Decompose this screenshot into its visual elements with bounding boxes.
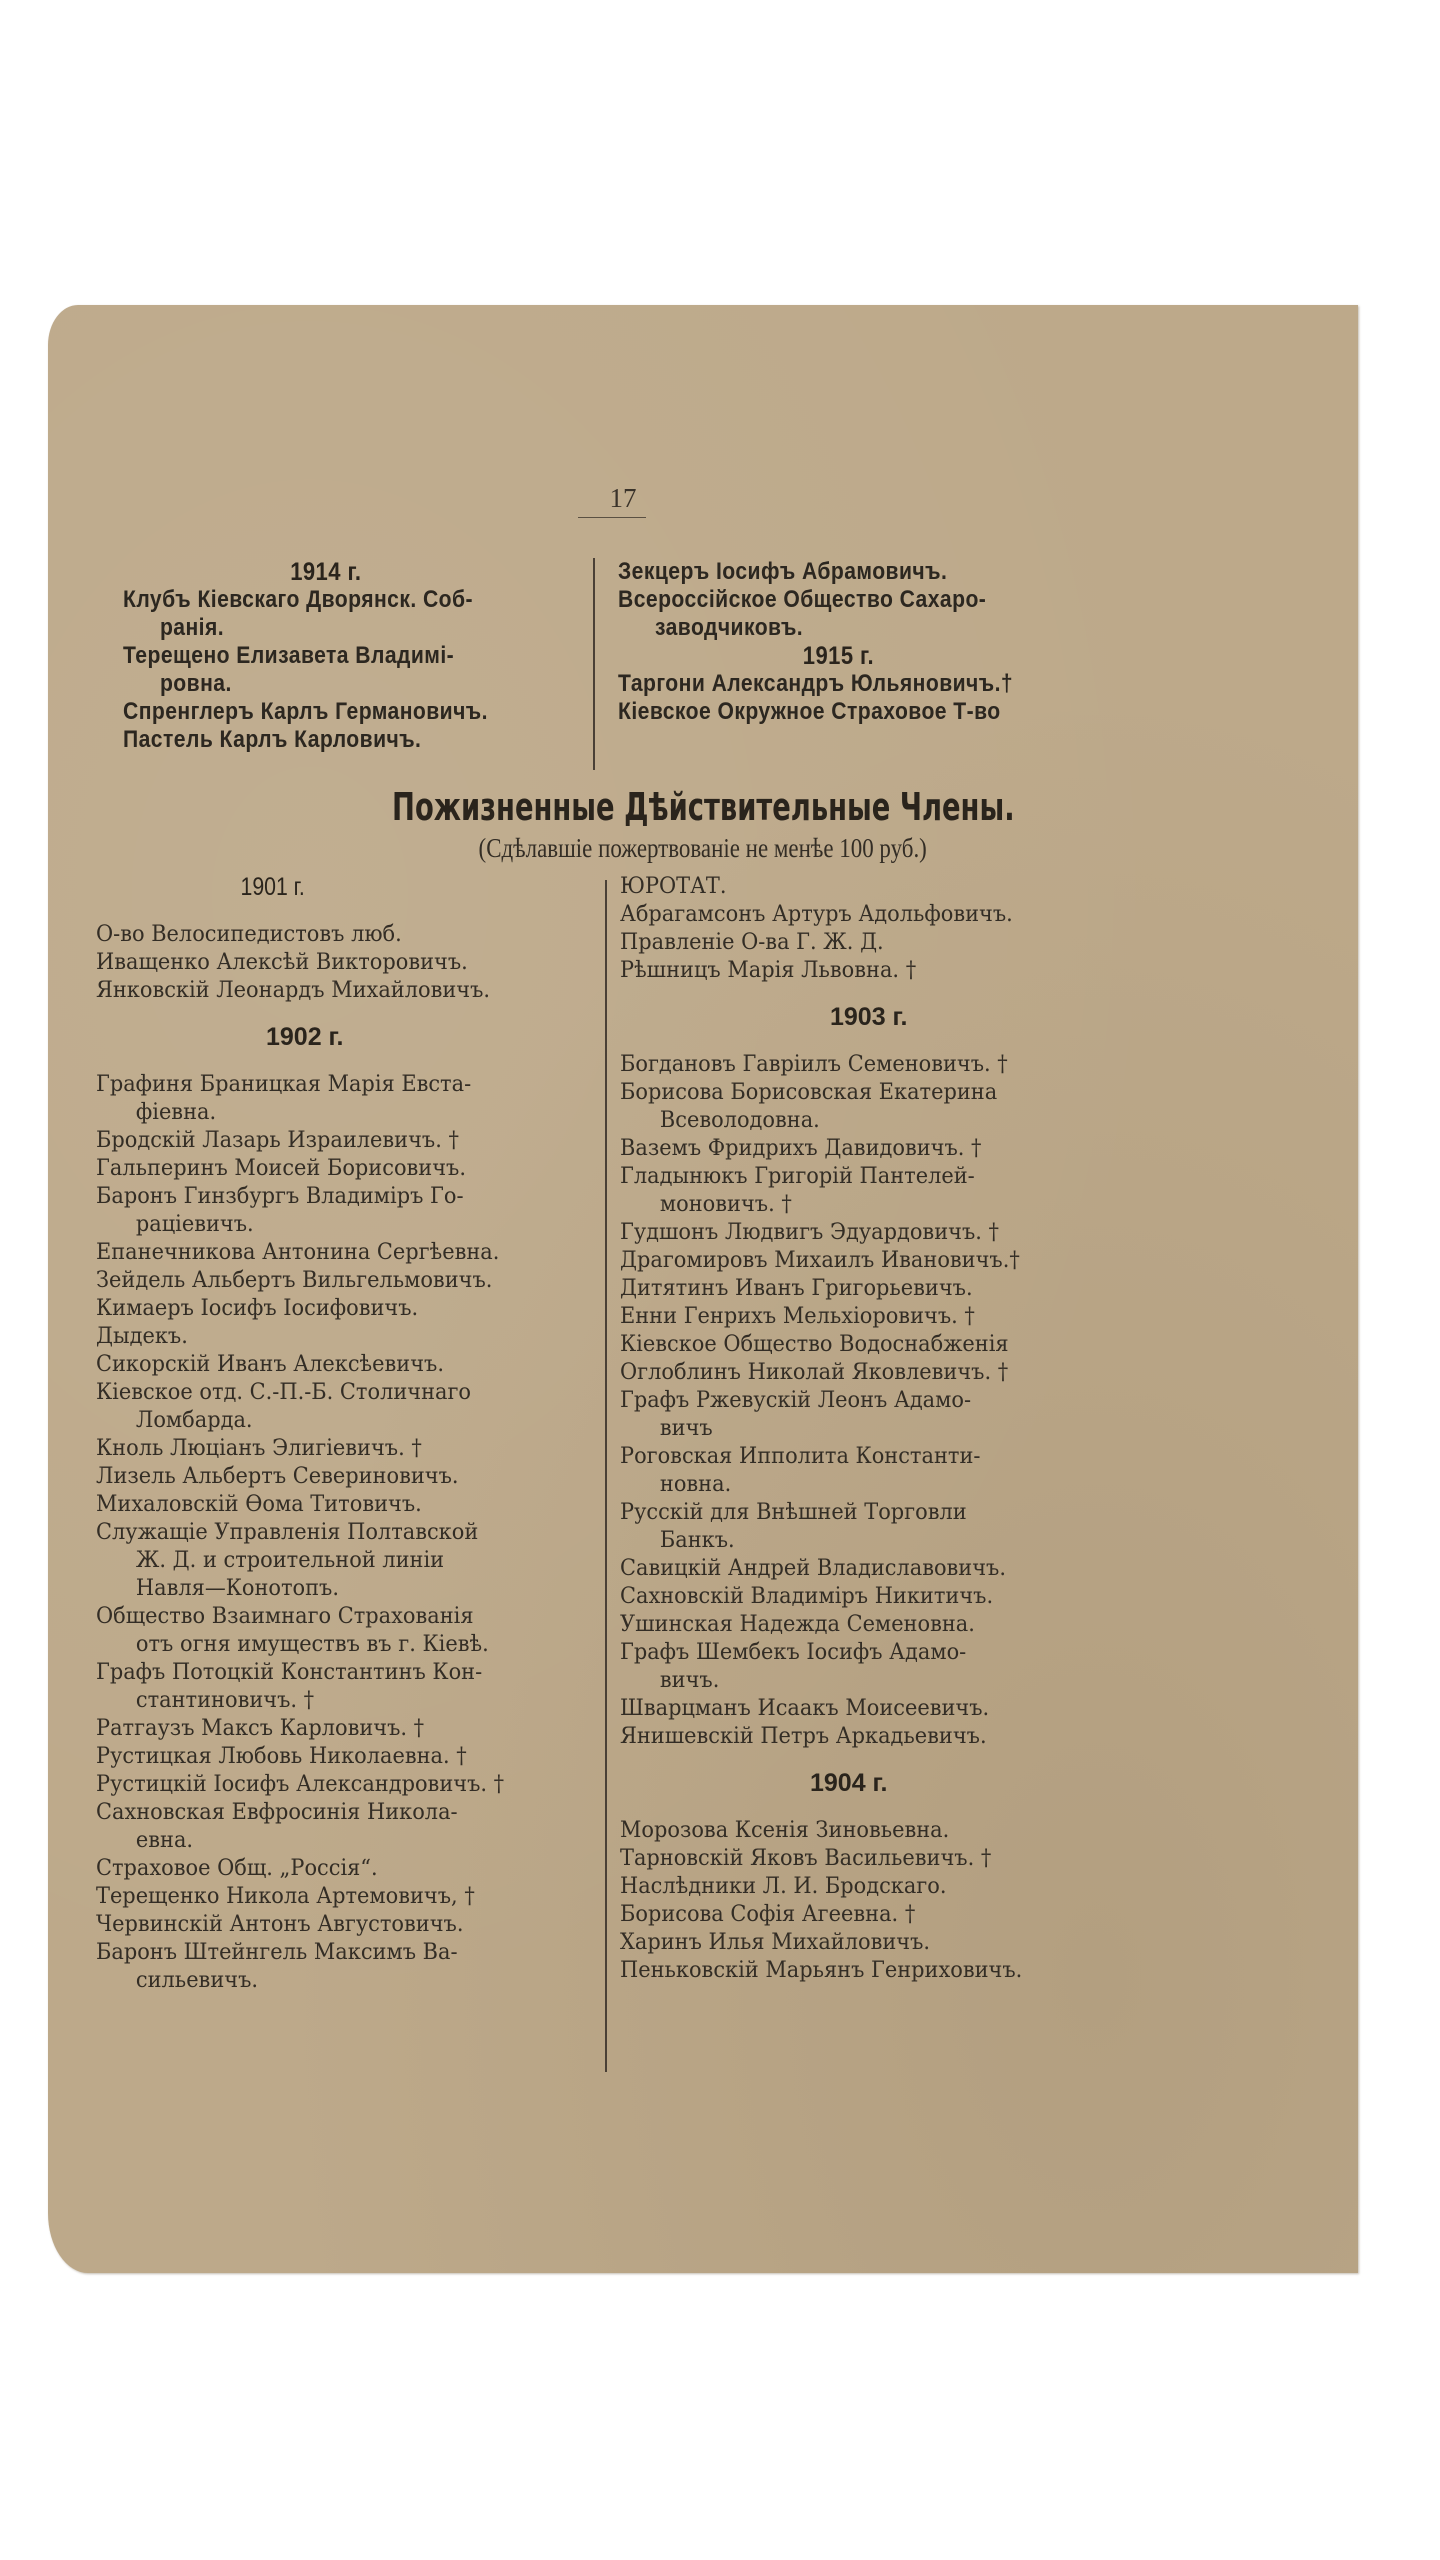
entry-text: Борисова Софія Агеевна. † (620, 1902, 916, 1927)
entry-text: Богдановъ Гавріилъ Семеновичъ. † (620, 1052, 1008, 1077)
entry-continuation: Всеволодовна. (659, 1108, 820, 1133)
list-entry (620, 1247, 1022, 1275)
list-entry (620, 1723, 1022, 1751)
list-entry (618, 698, 1013, 726)
entry-text: Сикорскій Иванъ Алексѣевичъ. (96, 1352, 444, 1377)
list-entry (620, 1957, 1022, 1985)
year-heading-1902: 1902 г. (266, 1023, 344, 1051)
list-entry (620, 1079, 1022, 1135)
entry-continuation: евна. (135, 1828, 194, 1853)
entry-continuation: ранія. (159, 614, 225, 641)
entry-text: Клубъ Кіевскаго Дворянск. Соб- (123, 586, 473, 613)
entry-text: Абрагамсонъ Артуръ Адольфовичъ. (620, 902, 1013, 927)
list-entry (96, 1155, 504, 1183)
entries-1901 (96, 921, 504, 1005)
entry-text: Таргони Александръ Юльяновичъ.† (618, 670, 1014, 697)
list-entry (620, 1303, 1022, 1331)
entry-text: Ваземъ Фридрихъ Давидовичъ. † (620, 1136, 982, 1161)
list-entry (620, 873, 1022, 901)
list-entry (96, 1771, 504, 1799)
entry-text: Зекцеръ Іосифъ Абрамовичъ. (618, 558, 948, 585)
top-right-column (618, 558, 1013, 726)
entry-text: Всероссійское Общество Сахаро- (618, 586, 987, 613)
entry-text: Драгомировъ Михаилъ Ивановичъ.† (620, 1248, 1020, 1273)
list-entry (96, 1379, 504, 1435)
list-entry (96, 1855, 504, 1883)
entry-text: Рѣшницъ Марія Львовна. † (620, 958, 917, 983)
top-left-entries (123, 586, 488, 754)
entry-text: Борисова Борисовская Екатерина (620, 1080, 998, 1105)
entry-text: Епанечникова Антонина Сергѣевна. (96, 1240, 500, 1265)
list-entry (618, 558, 1013, 586)
entry-text: Кіевское Окружное Страховое Т-во (618, 698, 1001, 725)
entry-text: Шварцманъ Исаакъ Моисеевичъ. (620, 1696, 990, 1721)
entry-text: Рустицкая Любовь Николаевна. † (96, 1744, 467, 1769)
entry-text: Терещено Елизавета Владимі- (123, 642, 455, 669)
year-heading-1915: 1915 г. (802, 642, 875, 670)
list-entry (620, 1929, 1022, 1957)
list-entry (96, 1911, 504, 1939)
entry-text: Сахновская Евфросинія Никола- (96, 1800, 458, 1825)
entry-continuation: ровна. (159, 670, 232, 697)
entry-text: Гальперинъ Моисей Борисовичъ. (96, 1156, 466, 1181)
year-heading-1904: 1904 г. (810, 1769, 888, 1797)
list-entry (620, 1275, 1022, 1303)
list-entry (96, 1519, 504, 1603)
section-subtitle (48, 833, 1358, 864)
list-entry (620, 1639, 1022, 1695)
entry-text: Гудшонъ Людвигъ Эдуардовичъ. † (620, 1220, 999, 1245)
entry-text: Кіевское отд. С.-П.-Б. Столичнаго (96, 1380, 472, 1405)
list-entry (96, 1435, 504, 1463)
page-number: 17 (609, 483, 637, 513)
entry-text: Тарновскій Яковъ Васильевичъ. † (620, 1846, 992, 1871)
entry-text: Ушинская Надежда Семеновна. (620, 1612, 975, 1637)
entry-text: Рустицкій Іосифъ Александровичъ. † (96, 1772, 505, 1797)
entry-text: Графъ Шембекъ Іосифъ Адамо- (620, 1640, 967, 1665)
list-entry (96, 1351, 504, 1379)
entry-text: Наслѣдники Л. И. Бродскаго. (620, 1874, 947, 1899)
main-column-divider (605, 880, 607, 2072)
list-entry (620, 957, 1022, 985)
entry-text: Графиня Браницкая Марія Евста- (96, 1072, 472, 1097)
entry-text: Гладынюкъ Григорій Пантелей- (620, 1164, 975, 1189)
entry-text: Общество Взаимнаго Страхованія (96, 1604, 474, 1629)
entries-1903 (620, 1051, 1022, 1751)
list-entry (96, 1071, 504, 1127)
list-entry (620, 1219, 1022, 1247)
entry-text: Иващенко Алексѣй Викторовичъ. (96, 950, 468, 975)
document-page (48, 305, 1358, 2273)
entry-text: ЮРОТАТ. (620, 874, 727, 899)
list-entry (620, 1135, 1022, 1163)
entries-continued (620, 873, 1022, 985)
section-title-text: Пожизненные Дѣйствительные Члены. (391, 785, 1015, 829)
entry-continuation: вичъ (659, 1416, 713, 1441)
entries-1904 (620, 1817, 1022, 1985)
entry-text: Харинъ Илья Михайловичъ. (620, 1930, 931, 1955)
list-entry (96, 1239, 504, 1267)
list-entry (96, 1743, 504, 1771)
list-entry (620, 929, 1022, 957)
list-entry (620, 1163, 1022, 1219)
top-column-divider (593, 558, 595, 770)
entry-text: Дитятинъ Иванъ Григорьевичъ. (620, 1276, 973, 1301)
entry-text: Кіевское Общество Водоснабженія (620, 1332, 1009, 1357)
entry-continuation: Ж. Д. и строительной линіи (135, 1548, 445, 1573)
entry-text: Пастель Карлъ Карловичъ. (123, 726, 422, 753)
list-entry (620, 1051, 1022, 1079)
entry-text: О-во Велосипедистовъ люб. (96, 922, 402, 947)
entry-text: Терещенко Никола Артемовичъ, † (96, 1884, 475, 1909)
entry-text: Пеньковскій Марьянъ Генриховичъ. (620, 1958, 1023, 1983)
list-entry (123, 726, 488, 754)
entry-text: Янковскій Леонардъ Михайловичъ. (96, 978, 491, 1003)
entries-1902 (96, 1071, 504, 1995)
entry-text: Русскій для Внѣшней Торговли (620, 1500, 967, 1525)
list-entry (620, 1695, 1022, 1723)
entry-continuation: раціевичъ. (135, 1212, 254, 1237)
list-entry (620, 1583, 1022, 1611)
entry-text: Морозова Ксенія Зиновьевна. (620, 1818, 950, 1843)
year-heading-1914: 1914 г. (290, 558, 362, 586)
entry-continuation: вичъ. (659, 1668, 720, 1693)
list-entry (618, 586, 1013, 642)
entry-continuation: новна. (659, 1472, 732, 1497)
list-entry (96, 949, 504, 977)
list-entry (96, 1603, 504, 1659)
list-entry (620, 1845, 1022, 1873)
list-entry (96, 1463, 504, 1491)
entry-text: Михаловскій Ѳома Титовичъ. (96, 1492, 422, 1517)
list-entry (96, 921, 504, 949)
list-entry (620, 1443, 1022, 1499)
list-entry (96, 1799, 504, 1855)
list-entry (620, 901, 1022, 929)
top-right-entries-before (618, 558, 1013, 642)
entry-text: Кноль Люціанъ Элигіевичъ. † (96, 1436, 422, 1461)
list-entry (96, 1295, 504, 1323)
list-entry (618, 670, 1013, 698)
entry-text: Дыдекъ. (96, 1324, 188, 1349)
list-entry (620, 1555, 1022, 1583)
list-entry (96, 1323, 504, 1351)
right-column (620, 873, 1043, 1985)
entry-continuation: Ломбарда. (135, 1408, 253, 1433)
list-entry (620, 1901, 1022, 1929)
top-right-entries-after (618, 670, 1013, 726)
list-entry (96, 977, 504, 1005)
entry-text: Енни Генрихъ Мельхіоровичъ. † (620, 1304, 975, 1329)
entry-text: Бродскій Лазарь Израилевичъ. † (96, 1128, 459, 1153)
list-entry (96, 1127, 504, 1155)
list-entry (620, 1359, 1022, 1387)
entry-text: Баронъ Штейнгель Максимъ Ва- (96, 1940, 458, 1965)
year-heading-1903: 1903 г. (830, 1003, 908, 1031)
list-entry (620, 1611, 1022, 1639)
list-entry (96, 1939, 504, 1995)
list-entry (96, 1883, 504, 1911)
entry-text: Янишевскій Петръ Аркадьевичъ. (620, 1724, 987, 1749)
entry-continuation: моновичъ. † (659, 1192, 792, 1217)
list-entry (96, 1715, 504, 1743)
section-title (48, 785, 1358, 829)
section-subtitle-text: (Сдѣлавшіе пожертвованіе не менѣе 100 руб.) (478, 833, 928, 863)
list-entry (96, 1659, 504, 1715)
entry-continuation: заводчиковъ. (654, 614, 804, 641)
entry-text: Баронъ Гинзбургъ Владиміръ Го- (96, 1184, 464, 1209)
entry-text: Савицкій Андрей Владиславовичъ. (620, 1556, 1006, 1581)
entry-continuation: отъ огня имуществъ въ г. Кіевѣ. (135, 1632, 489, 1657)
entry-text: Лизель Альбертъ Севериновичъ. (96, 1464, 459, 1489)
entry-text: Роговская Ипполита Константи- (620, 1444, 981, 1469)
entry-text: Зейдель Альбертъ Вильгельмовичъ. (96, 1268, 493, 1293)
list-entry (620, 1331, 1022, 1359)
entry-continuation: сильевичъ. (135, 1968, 259, 1993)
entry-text: Страховое Общ. „Россія“. (96, 1856, 378, 1881)
year-heading-1901: 1901 г. (240, 873, 305, 901)
list-entry (620, 1817, 1022, 1845)
list-entry (96, 1491, 504, 1519)
entry-text: Ратгаузъ Максъ Карловичъ. † (96, 1716, 425, 1741)
entry-text: Спренглеръ Карлъ Германовичъ. (123, 698, 488, 725)
entry-text: Червинскій Антонъ Августовичъ. (96, 1912, 464, 1937)
entry-text: Графъ Ржевускій Леонъ Адамо- (620, 1388, 972, 1413)
top-left-column (123, 558, 488, 754)
entry-continuation: стантиновичъ. † (135, 1688, 315, 1713)
list-entry (620, 1387, 1022, 1443)
entry-text: Правленіе О-ва Г. Ж. Д. (620, 930, 884, 955)
entry-continuation: фіевна. (135, 1100, 217, 1125)
list-entry (123, 642, 488, 698)
list-entry (96, 1267, 504, 1295)
list-entry (96, 1183, 504, 1239)
list-entry (620, 1873, 1022, 1901)
list-entry (620, 1499, 1022, 1555)
entry-text: Кимаеръ Іосифъ Іосифовичъ. (96, 1296, 419, 1321)
list-entry (123, 586, 488, 642)
entry-text: Служащіе Управленія Полтавской (96, 1520, 479, 1545)
left-column (96, 873, 526, 1995)
entry-text: Сахновскій Владиміръ Никитичъ. (620, 1584, 994, 1609)
list-entry (123, 698, 488, 726)
entry-text: Оглоблинъ Николай Яковлевичъ. † (620, 1360, 1009, 1385)
entry-continuation: Банкъ. (659, 1528, 735, 1553)
page-number-rule (578, 517, 646, 518)
entry-text: Графъ Потоцкій Константинъ Кон- (96, 1660, 483, 1685)
entry-continuation: Навля—Конотопъ. (135, 1576, 340, 1601)
